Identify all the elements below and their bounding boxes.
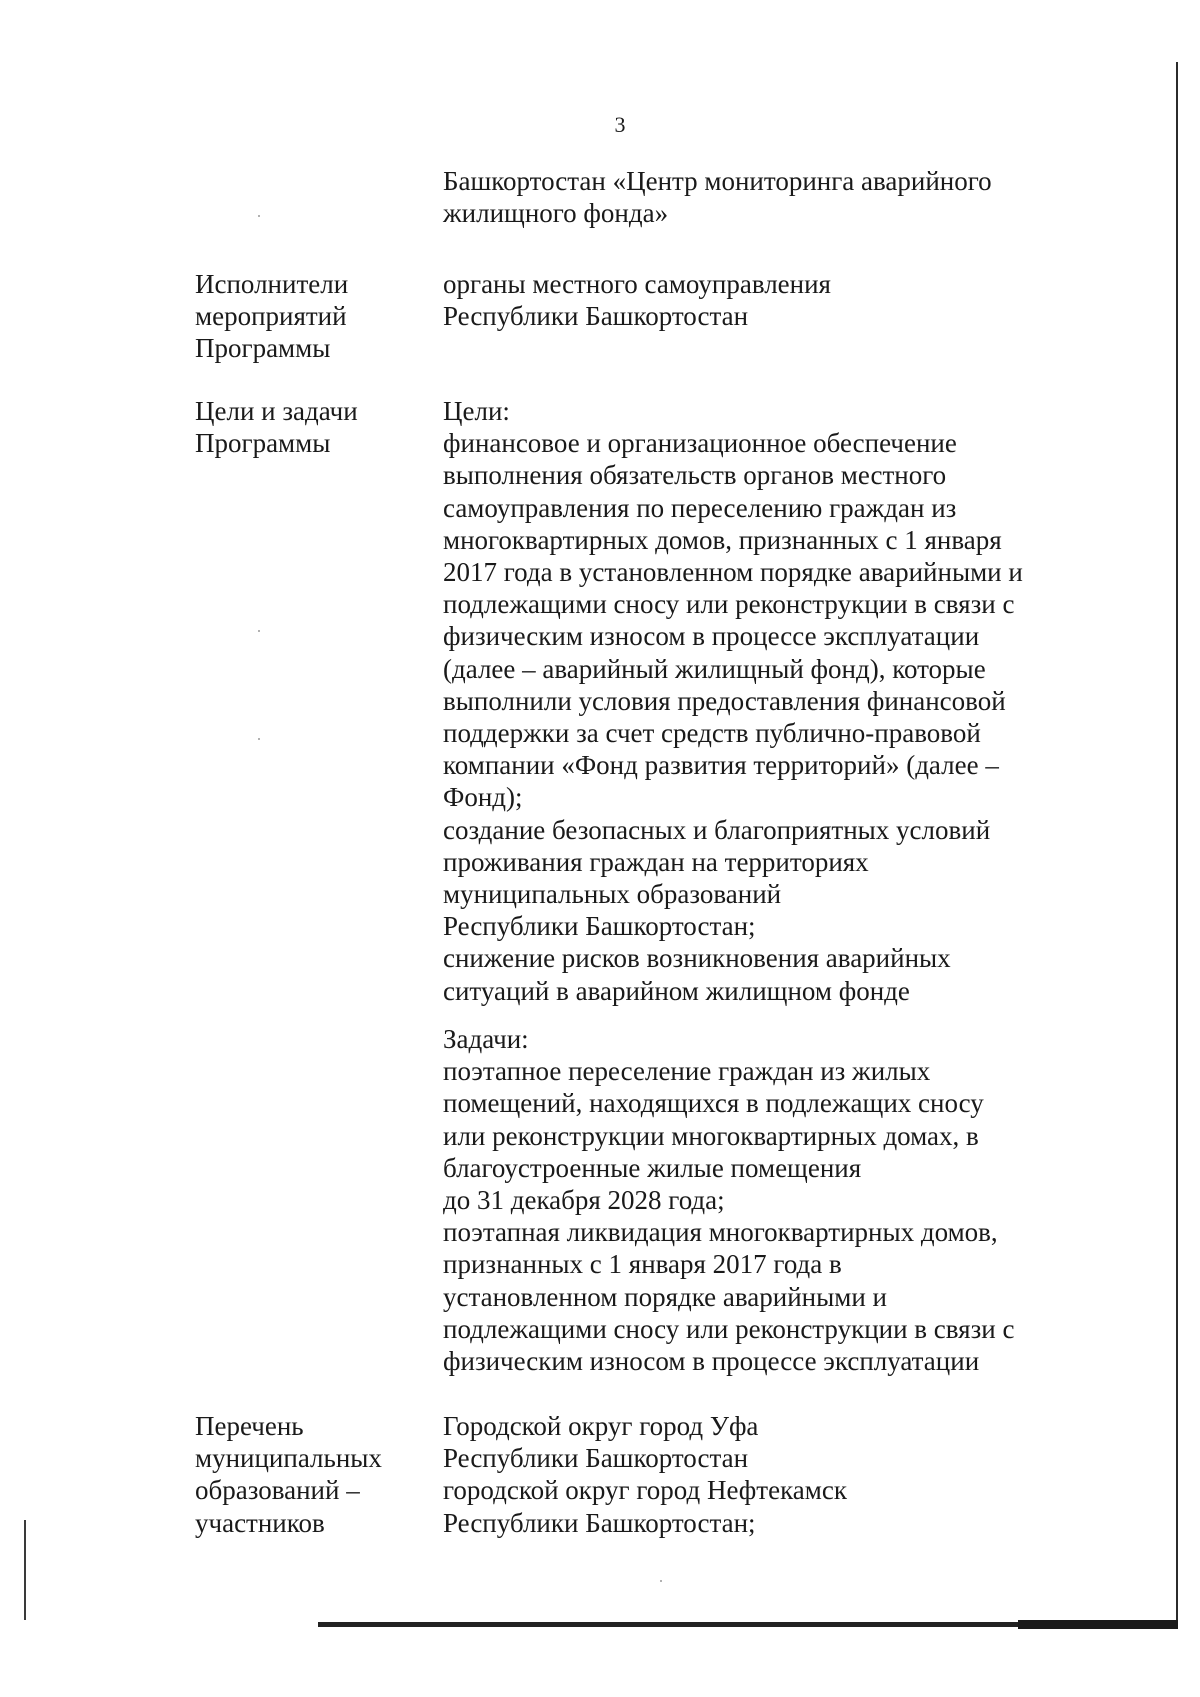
participants-value: Городской округ город Уфа Республики Башкортостан городской округ город Нефтекамск Республики Башкортостан; — [443, 1411, 847, 1538]
scan-edge-right — [1176, 62, 1178, 1622]
tasks-value: Задачи: поэтапное переселение граждан из жилых помещений, находящихся в подлежащих сносу или реконструкции многоквартирных домах, в благоустроенные жилые помещения до 31 декабря 2028 года; поэтапная ликвидация многоквартирных домов, признанных с 1 января 2017 года в установленном порядке аварийными и подлежащими сносу или реконструкции в связи с физическим износом в процессе эксплуатации — [443, 1024, 1015, 1377]
executors-value: органы местного самоуправления Республики Башкортостан — [443, 269, 831, 332]
participants-label: Перечень муниципальных образований – участников — [195, 1411, 382, 1538]
intro-text: Башкортостан «Центр мониторинга аварийного жилищного фонда» — [443, 166, 992, 229]
executors-label: Исполнители мероприятий Программы — [195, 269, 349, 364]
scan-speck — [258, 215, 260, 217]
scan-speck — [258, 738, 260, 740]
scan-speck — [660, 1580, 662, 1582]
scan-edge-left — [24, 1520, 26, 1620]
scan-edge-bottom — [318, 1622, 1178, 1627]
scan-speck — [258, 630, 260, 632]
goals-value: Цели: финансовое и организационное обеспечение выполнения обязательств органов местного самоуправления по переселению граждан из многоквартирных домов, признанных с 1 января 2017 года в установленном порядке аварийными и подлежащими сносу или реконструкции в связи с физическим износом в процессе эксплуатации (далее – аварийный жилищный фонд), которые выполнили условия предоставления финансовой поддержки за счет средств публично-правовой компании «Фонд развития территорий» (далее – Фонд); создание безопасных и благоприятных условий проживания граждан на территориях муниципальных образований Республики Башкортостан; снижение рисков возникновения аварийных ситуаций в аварийном жилищном фонде — [443, 396, 1023, 1006]
goals-label: Цели и задачи Программы — [195, 396, 358, 459]
page-number: 3 — [614, 112, 626, 137]
